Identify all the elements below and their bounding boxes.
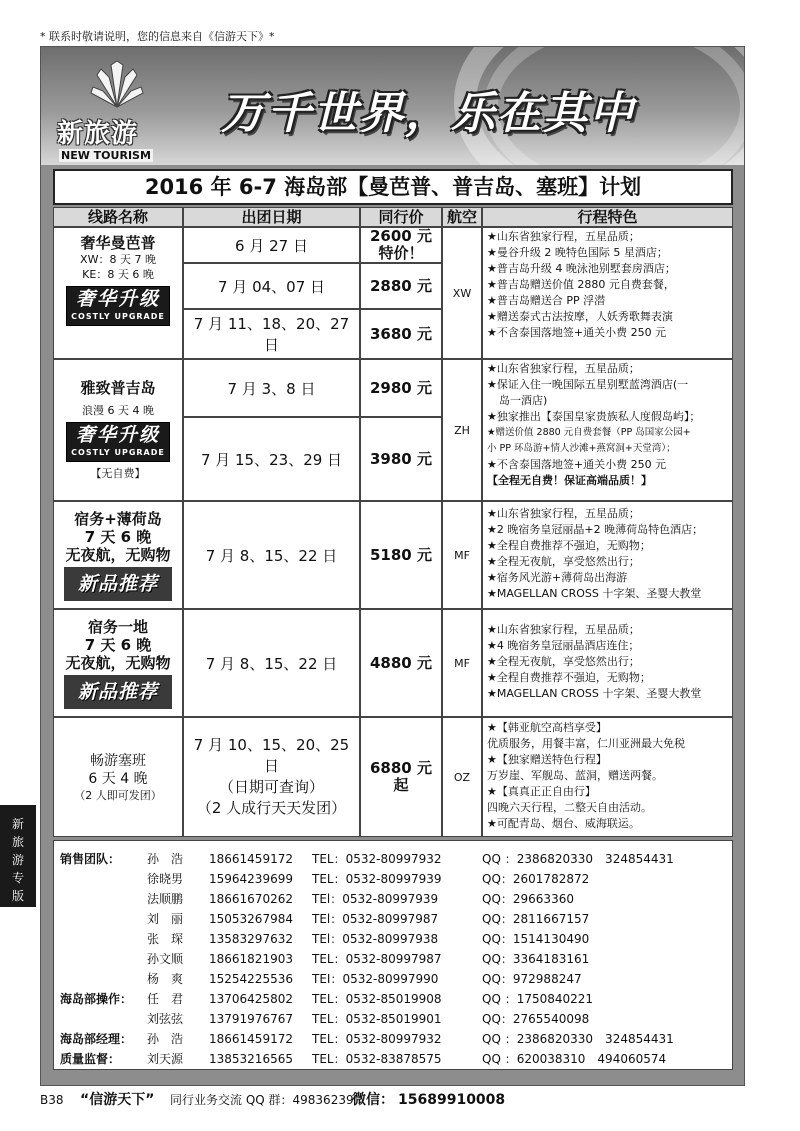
- price-cell: 2600 元 特价！: [360, 227, 442, 263]
- departure-date: 7 月 15、23、29 日: [183, 417, 360, 501]
- col-header-features: 行程特色: [482, 207, 733, 227]
- price-cell: 6880 元 起: [360, 717, 442, 837]
- date-note: （日期可查询）: [218, 778, 324, 796]
- new-product-badge: 新品推荐: [64, 567, 172, 601]
- airline-code: MF: [442, 501, 482, 609]
- col-header-route: 线路名称: [53, 207, 183, 227]
- airline-code: XW: [442, 227, 482, 359]
- logo-english: NEW TOURISM: [61, 149, 151, 162]
- costly-upgrade-badge: 奢华升级 COSTLY UPGRADE: [66, 422, 170, 462]
- costly-upgrade-badge: 奢华升级 COSTLY UPGRADE: [66, 286, 170, 326]
- route-name: 宿务一地: [87, 617, 148, 636]
- route-name-cell: [53, 227, 183, 359]
- airline-code: OZ: [442, 717, 482, 837]
- airline-code: MF: [442, 609, 482, 717]
- new-product-badge: 新品推荐: [64, 675, 172, 709]
- price-cell: 5180 元: [360, 501, 442, 609]
- col-header-date: 出团日期: [183, 207, 360, 227]
- departure-date: 6 月 27 日: [183, 227, 360, 263]
- route-name: 宿务+薄荷岛: [74, 509, 162, 528]
- section-side-tab: 新 旅 游 专 版: [0, 805, 36, 907]
- airline-code: ZH: [442, 359, 482, 501]
- page-footer: [40, 1090, 745, 1110]
- route-name-cell: [53, 501, 183, 609]
- route-duration: KE：8 天 6 晚: [82, 268, 154, 281]
- brand-name: “信游天下”: [80, 1092, 155, 1108]
- features-cell: ★山东省独家行程，五星品质； ★4 晚宿务皇冠丽晶酒店连住； ★全程无夜航，享受悠然出行； ★全程自费推荐不强迫，无购物； ★MAGELLAN CROSS 十字架、圣婴大教堂: [482, 609, 733, 717]
- features-cell: ★【韩亚航空高档享受】 优质服务，用餐丰富，仁川亚洲最大免税 ★【独家赠送特色行程】 万岁崖、军舰岛、蓝洞，赠送两餐。 ★【真真正正自由行】 四晚六天行程，二整天自由活动。 ★可配青岛、烟台、威海联运。: [482, 717, 733, 837]
- col-header-price: 同行价: [360, 207, 442, 227]
- source-note: * 联系时敬请说明，您的信息来自《信游天下》*: [40, 30, 275, 43]
- route-name: 奢华曼芭普: [80, 234, 156, 252]
- departure-date: 7 月 10、15、20、25 日: [193, 736, 350, 775]
- slogan: 万千世界，乐在其中: [221, 88, 635, 139]
- no-extra-fee-tag: 【无自费】: [90, 467, 146, 480]
- route-duration: XW：8 天 7 晚: [80, 253, 156, 266]
- price-cell: 2980 元: [360, 359, 442, 417]
- route-note: 无夜航，无购物: [65, 545, 171, 564]
- departure-date: 7 月 8、15、22 日: [183, 501, 360, 609]
- date-note: （2 人成行天天发团）: [196, 799, 347, 817]
- route-name-cell: [53, 717, 183, 837]
- departure-date: 7 月 8、15、22 日: [183, 609, 360, 717]
- departure-date: 7 月 3、8 日: [183, 359, 360, 417]
- route-name-cell: [53, 359, 183, 501]
- features-cell: ★山东省独家行程，五星品质； ★保证入住一晚国际五星别墅蓝湾酒店(一 岛一酒店) ★独家推出【泰国皇家贵族私人度假岛屿】； ★赠送价值 2880 元自费套餐（PP 岛国家公园+ 小 PP 环岛游+情人沙滩+燕窝洞+天堂湾）； ★不含泰国落地签+通关小费 250 元 【全程无自费！保证高端品质！】: [482, 359, 733, 501]
- qq-group: 同行业务交流 QQ 群：49836239: [170, 1093, 354, 1107]
- features-cell: ★山东省独家行程，五星品质； ★曼谷升级 2 晚特色国际 5 星酒店； ★普吉岛升级 4 晚泳池别墅套房酒店； ★普吉岛赠送价值 2880 元自费套餐， ★普吉岛赠送合 PP 浮潜 ★赠送泰式古法按摩，人妖秀歌舞表演 ★不含泰国落地签+通关小费 250 元: [482, 227, 733, 359]
- price-cell: 3680 元: [360, 309, 442, 359]
- logo-chinese: 新旅游: [57, 119, 139, 149]
- header-banner: [41, 47, 744, 165]
- itinerary-panel: [40, 46, 745, 1086]
- logo: [53, 57, 173, 162]
- page-number: B38: [40, 1093, 64, 1107]
- price-cell: 4880 元: [360, 609, 442, 717]
- features-cell: ★山东省独家行程，五星品质； ★2 晚宿务皇冠丽晶+2 晚薄荷岛特色酒店； ★全程自费推荐不强迫，无购物； ★全程无夜航，享受悠然出行； ★宿务风光游+薄荷岛出海游 ★MAGELLAN CROSS 十字架、圣婴大教堂: [482, 501, 733, 609]
- departure-date: 7 月 04、07 日: [183, 263, 360, 309]
- route-duration: 7 天 6 晚: [84, 527, 152, 546]
- departure-date-cell: [183, 717, 360, 837]
- contact-list: 销售团队： 孙 浩 18661459172 TEL：0532-80997932 QQ ：2386820330 324854431 徐晓男 15964239699 TEL：0532-80997939 QQ：2601782872 法顺鹏 18661670262 TEl：0532-80997939 QQ：29663360 刘 丽 15053267984 TEl：0532-80997987 QQ：2811667157 张 琛 13583297632 TEl：0532-80997938 QQ：1514130490 孙文顺 18661821903 TEL：0532-80997987 QQ：3364183161 杨 爽 15254225536 TEI：0532-80997990 QQ：972988247 海岛部操作： 任 君 13706425802 TEL：0532-85019908 QQ ：1750840221 刘弦弦 13791976767 TEL：0532-85019901 QQ：2765540098 海岛部经理： 孙 浩 18661459172 TEL：0532-80997932 QQ ：2386820330 324854431 质量监督： 刘天源 13853216565 TEL：0532-83878575 QQ ：620038310 494060574: [53, 840, 733, 1070]
- route-duration: 6 天 4 晚: [88, 770, 148, 787]
- price-cell: 3980 元: [360, 417, 442, 501]
- page-title: 2016 年 6-7 海岛部【曼芭普、普吉岛、塞班】计划: [53, 169, 733, 205]
- route-duration: 浪漫 6 天 4 晚: [82, 404, 154, 417]
- wechat-id: 15689910008: [398, 1092, 506, 1108]
- wechat-label: 微信：: [352, 1092, 394, 1108]
- departure-date: 7 月 11、18、20、27 日: [183, 309, 360, 359]
- route-name: 畅游塞班: [90, 752, 146, 769]
- route-note: （2 人即可发团）: [74, 788, 162, 802]
- sun-burst-icon: [89, 57, 145, 113]
- route-name-cell: [53, 609, 183, 717]
- price-cell: 2880 元: [360, 263, 442, 309]
- route-note: 无夜航，无购物: [65, 653, 171, 672]
- route-duration: 7 天 6 晚: [84, 635, 152, 654]
- col-header-airline: 航空: [442, 207, 482, 227]
- route-name: 雅致普吉岛: [80, 379, 156, 397]
